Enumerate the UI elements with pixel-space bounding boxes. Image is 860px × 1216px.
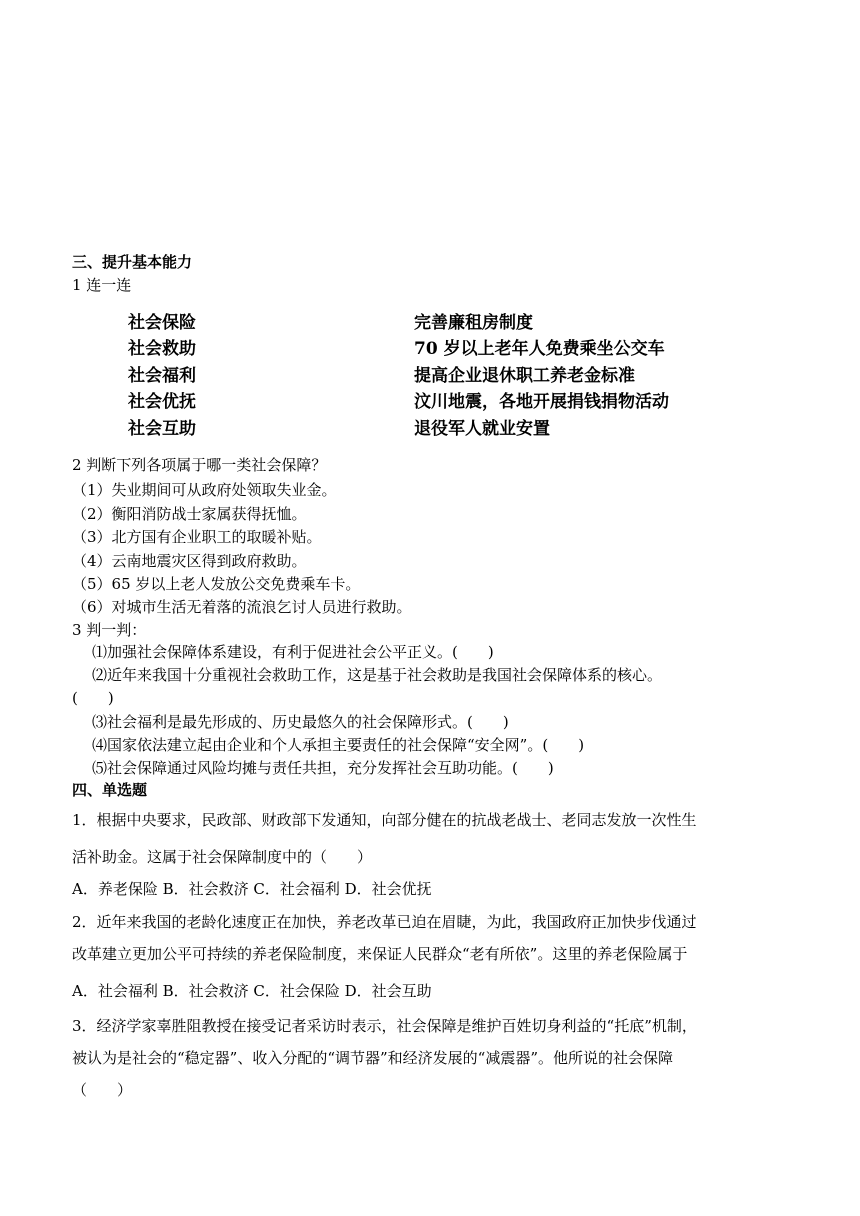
match-left-item: 社会优抚 — [128, 392, 196, 412]
q2-title: 2 判断下列各项属于哪一类社会保障？ — [72, 456, 327, 474]
q2-item: （4）云南地震灾区得到政府救助。 — [72, 552, 307, 570]
mcq-options: A．养老保险 B．社会救济 C．社会福利 D．社会优抚 — [72, 880, 432, 898]
match-right-item: 退役军人就业安置 — [414, 419, 550, 439]
match-left-item: 社会互助 — [128, 419, 196, 439]
q2-item: （5）65 岁以上老人发放公交免费乘车卡。 — [72, 575, 361, 593]
q3-item-continuation: ( ) — [72, 689, 114, 707]
q2-item: （2）衡阳消防战士家属获得抚恤。 — [72, 505, 307, 523]
q2-item: （1）失业期间可从政府处领取失业金。 — [72, 481, 337, 499]
match-right-item: 汶川地震，各地开展捐钱捐物活动 — [414, 392, 669, 412]
section-4-heading: 四、单选题 — [72, 781, 148, 799]
q3-item: ⑸社会保障通过风险均摊与责任共担，充分发挥社会互助功能。( ) — [92, 759, 554, 777]
match-right-item: 70 岁以上老年人免费乘坐公交车 — [414, 339, 665, 359]
match-right-item: 提高企业退休职工养老金标准 — [414, 366, 635, 386]
q2-item: （6）对城市生活无着落的流浪乞讨人员进行救助。 — [72, 598, 412, 616]
mcq-line: 活补助金。这属于社会保障制度中的（ ） — [72, 848, 373, 866]
mcq-line: 被认为是社会的“稳定器”、收入分配的“调节器”和经济发展的“减震器”。他所说的社会保障 — [72, 1049, 674, 1067]
q3-item: ⑵近年来我国十分重视社会救助工作，这是基于社会救助是我国社会保障体系的核心。 — [92, 666, 663, 684]
mcq-line: 改革建立更加公平可持续的养老保险制度，来保证人民群众“老有所依”。这里的养老保险属于 — [72, 945, 688, 963]
q2-item: （3）北方国有企业职工的取暖补贴。 — [72, 528, 322, 546]
match-left-item: 社会保险 — [128, 313, 196, 333]
mcq-line: 1．根据中央要求，民政部、财政部下发通知，向部分健在的抗战老战士、老同志发放一次性生 — [72, 811, 697, 829]
mcq-line: 3．经济学家辜胜阻教授在接受记者采访时表示，社会保障是维护百姓切身利益的“托底”机制， — [72, 1017, 697, 1035]
match-right-item: 完善廉租房制度 — [414, 313, 533, 333]
q1-title: 1 连一连 — [72, 276, 132, 294]
q3-item: ⑶社会福利是最先形成的、历史最悠久的社会保障形式。( ) — [92, 713, 509, 731]
mcq-line: 2．近年来我国的老龄化速度正在加快，养老改革已迫在眉睫，为此，我国政府正加快步伐通过 — [72, 913, 697, 931]
match-left-item: 社会救助 — [128, 339, 196, 359]
mcq-options: A．社会福利 B．社会救济 C．社会保险 D．社会互助 — [72, 982, 432, 1000]
mcq-line: （ ） — [72, 1081, 133, 1099]
section-3-heading: 三、提升基本能力 — [72, 253, 193, 271]
q3-title: 3 判一判： — [72, 621, 147, 639]
q3-item: ⑴加强社会保障体系建设，有利于促进社会公平正义。( ) — [92, 643, 494, 661]
q3-item: ⑷国家依法建立起由企业和个人承担主要责任的社会保障“安全网”。( ) — [92, 736, 585, 754]
match-left-item: 社会福利 — [128, 366, 196, 386]
